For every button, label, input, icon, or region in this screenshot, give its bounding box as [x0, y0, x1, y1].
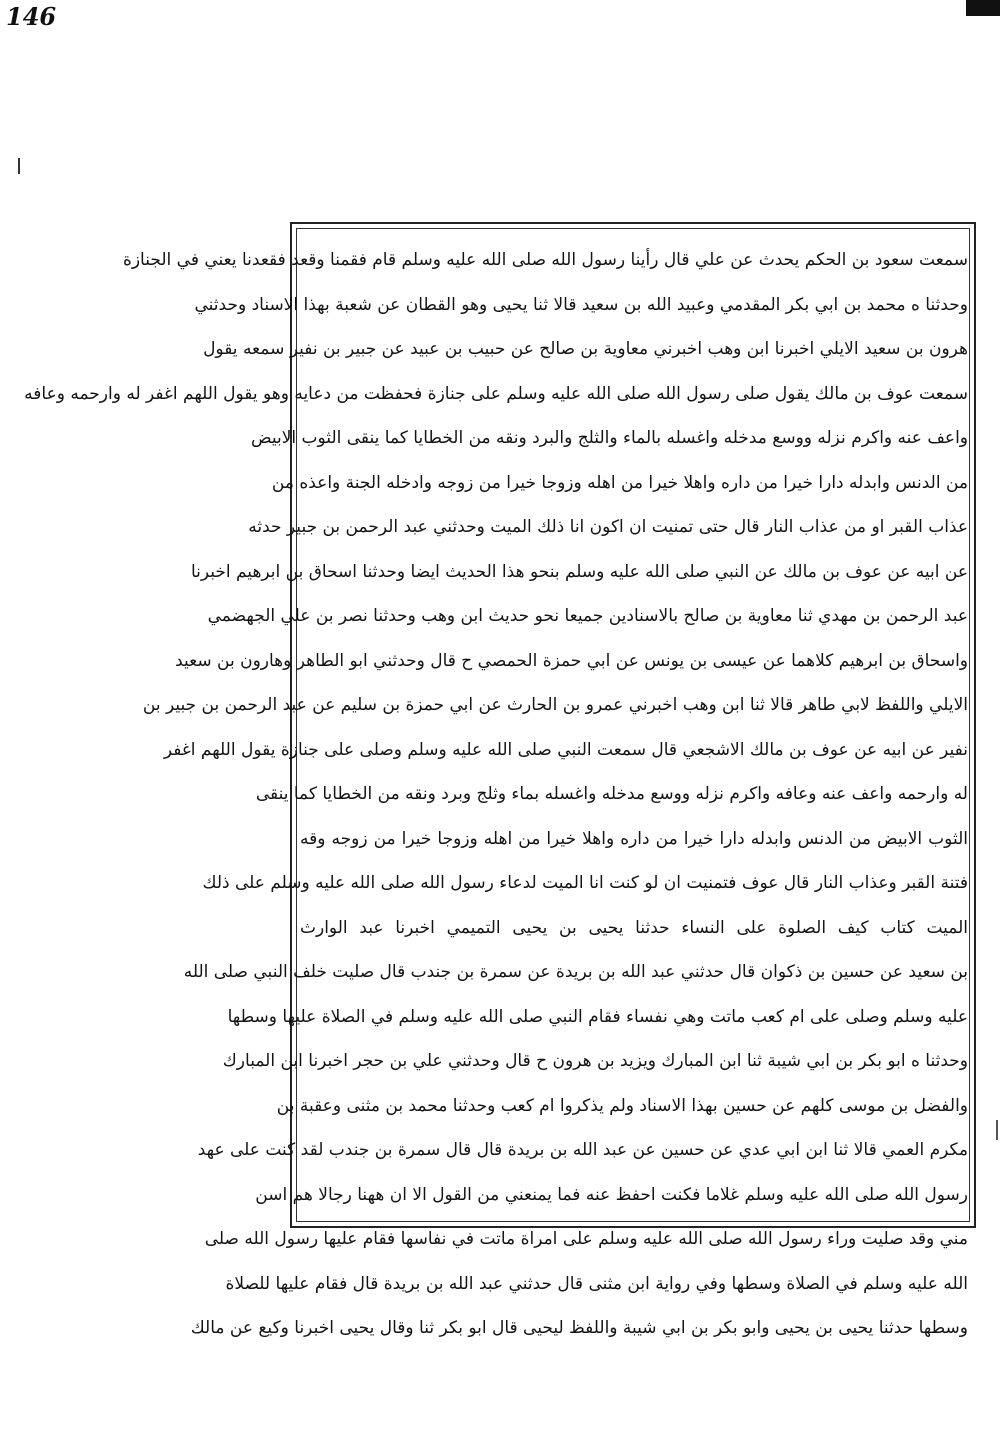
manuscript-text-block	[24, 238, 968, 1338]
manuscript-line: الله عليه وسلم في الصلاة وسطها وفي رواية ابن مثنى قال حدثني عبد الله بن بريدة قال فقام عليها للصلاة	[225, 1273, 968, 1294]
chapter-heading-line: الميت كتاب كيف الصلوة على النساء حدثنا يحيى بن يحيى التميمي اخبرنا عبد الوارث	[300, 917, 968, 938]
manuscript-line: عن ابيه عن عوف بن مالك عن النبي صلى الله عليه وسلم بنحو هذا الحديث ايضا وحدثنا اسحاق بن ابرهيم اخبرنا	[190, 561, 968, 582]
manuscript-line: من الدنس وابدله دارا خيرا من داره واهلا خيرا من اهله وزوجا خيرا من زوجه وادخله الجنة واعذه من	[271, 472, 968, 493]
manuscript-line: عبد الرحمن بن مهدي ثنا معاوية بن صالح بالاسنادين جميعا نحو حديث ابن وهب وحدثنا نصر بن علي الجهضمي	[207, 606, 968, 626]
manuscript-line: والفضل بن موسى كلهم عن حسين بهذا الاسناد ولم يذكروا ام كعب وحدثنا محمد بن مثنى وعقبة بن	[276, 1095, 968, 1116]
edge-mark	[996, 1120, 998, 1140]
manuscript-line: بن سعيد عن حسين بن ذكوان قال حدثني عبد الله بن بريدة عن سمرة بن جندب قال صليت خلف النبي صلى الله	[183, 962, 968, 982]
manuscript-line: رسول الله صلى الله عليه وسلم غلاما فكنت احفظ عنه فما يمنعني من القول الا ان ههنا رجالا هم اسن	[255, 1184, 968, 1205]
manuscript-line: عذاب القبر او من عذاب النار قال حتى تمنيت ان اكون انا ذلك الميت وحدثني عبد الرحمن بن جبير حدثه	[248, 517, 968, 537]
manuscript-line: مني وقد صليت وراء رسول الله صلى الله عليه وسلم على امراة ماتت في نفاسها فقام عليها رسول الله صلى	[204, 1229, 968, 1249]
manuscript-line: نفير عن ابيه عن عوف بن مالك الاشجعي قال سمعت النبي صلى الله عليه وسلم وصلى على جنازة يقول اللهم اغفر	[163, 739, 968, 760]
manuscript-line: واسحاق بن ابرهيم كلاهما عن عيسى بن يونس عن ابي حمزة الحمصي ح قال وحدثني ابو الطاهر وهارون بن سعيد	[175, 650, 968, 671]
manuscript-line: عليه وسلم وصلى على ام كعب ماتت وهي نفساء فقام النبي صلى الله عليه وسلم في الصلاة عليها وسطها	[227, 1006, 968, 1027]
manuscript-line: هرون بن سعيد الايلي اخبرنا ابن وهب اخبرني معاوية بن صالح عن حبيب بن عبيد عن جبير بن نفير سمعه يقول	[203, 339, 968, 359]
margin-mark	[18, 158, 20, 174]
manuscript-line: مكرم العمي قالا ثنا ابن ابي عدي عن حسين عن عبد الله بن بريدة قال قال سمرة بن جندب لقد كنت على عهد	[197, 1140, 968, 1160]
manuscript-line: وحدثنا ه ابو بكر بن ابي شيبة ثنا ابن المبارك ويزيد بن هرون ح قال وحدثني علي بن حجر اخبرنا ابن المبارك	[222, 1051, 968, 1071]
manuscript-line: فتنة القبر وعذاب النار قال عوف فتمنيت ان لو كنت انا الميت لدعاء رسول الله صلى الله عليه وسلم على ذلك	[202, 873, 968, 893]
manuscript-line: الايلي واللفظ لابي طاهر قالا ثنا ابن وهب اخبرني عمرو بن الحارث عن ابي حمزة بن سليم عن عبد الرحمن بن جبير بن	[142, 695, 968, 715]
folio-number: 146	[6, 2, 57, 31]
manuscript-line: واعف عنه واكرم نزله ووسع مدخله واغسله بالماء والثلج والبرد ونقه من الخطايا كما ينقى الثوب الابيض	[251, 428, 968, 448]
manuscript-line: وحدثنا ه محمد بن ابي بكر المقدمي وعبيد الله بن سعيد قالا ثنا يحيى وهو القطان عن شعبة بهذا الاسناد وحدثني	[194, 294, 968, 315]
manuscript-line: له وارحمه واعف عنه وعافه واكرم نزله ووسع مدخله واغسله بماء وثلج وبرد ونقه من الخطايا كما ينقى	[255, 784, 968, 804]
manuscript-line: سمعت سعود بن الحكم يحدث عن علي قال رأينا رسول الله صلى الله عليه وسلم قام فقمنا وقعد فقعدنا يعني في الجنازة	[122, 250, 968, 270]
manuscript-line: الثوب الابيض من الدنس وابدله دارا خيرا من داره واهلا خيرا من اهله وزوجا خيرا من زوجه وقه	[300, 828, 968, 849]
manuscript-line: وسطها حدثنا يحيى بن يحيى وابو بكر بن ابي شيبة واللفظ ليحيى قال ابو بكر ثنا وقال يحيى اخبرنا وكيع عن مالك	[190, 1318, 968, 1338]
manuscript-line: سمعت عوف بن مالك يقول صلى رسول الله صلى الله عليه وسلم على جنازة فحفظت من دعايه وهو يقول اللهم اغفر له وارحمه وعافه	[24, 383, 968, 404]
corner-scan-mark	[966, 0, 1000, 16]
